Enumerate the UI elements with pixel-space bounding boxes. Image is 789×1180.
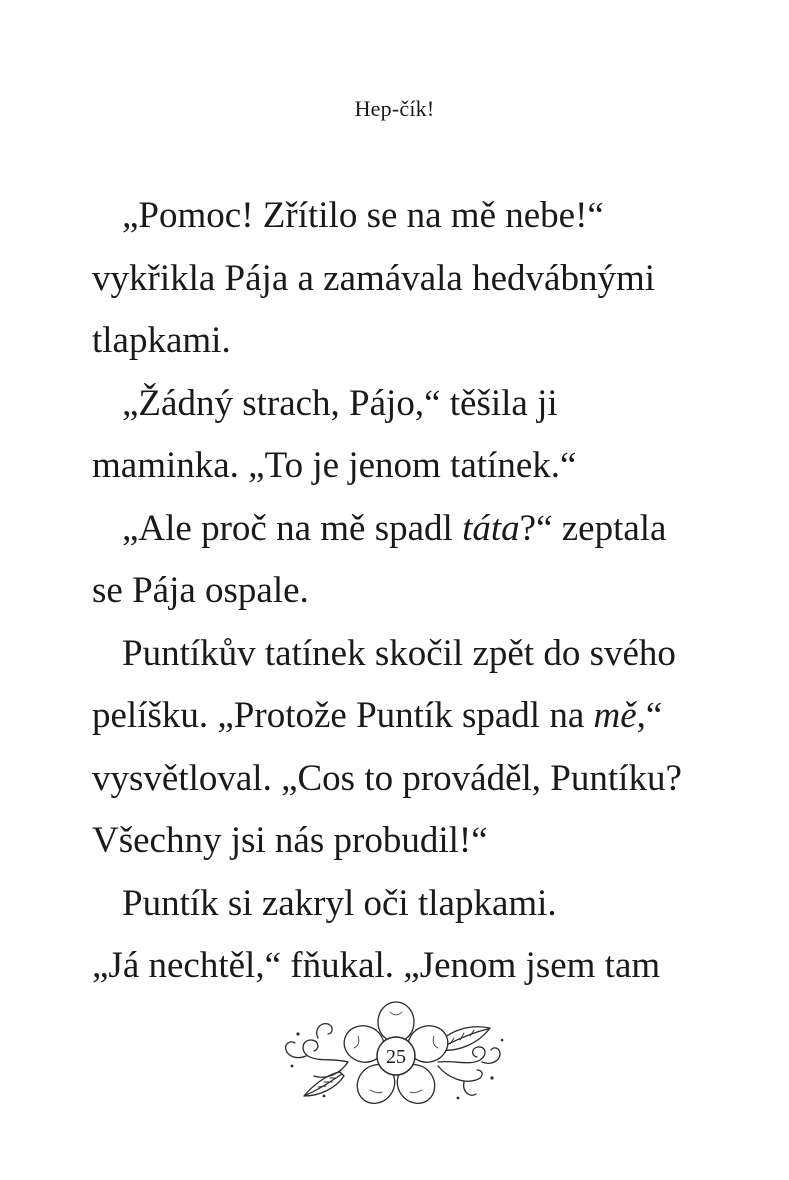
text-line: Puntík si zakryl oči tlapkami. [122, 882, 557, 924]
text-line: maminka. „To je jenom tatínek.“ [92, 445, 577, 486]
text-segment: ?“ zeptala [519, 507, 667, 549]
flower-vine-ornament-icon [278, 1000, 510, 1112]
body-text [92, 185, 732, 998]
text-segment: „Ale proč na mě spadl [122, 507, 463, 549]
text-line: „Pomoc! Zřítilo se na mě nebe!“ [122, 195, 604, 236]
text-line: tlapkami. [92, 320, 231, 361]
text-segment: pelíšku. „Protože Puntík spadl na [92, 695, 594, 736]
emphasis-word: táta [462, 507, 520, 549]
page-number: 25 [386, 1046, 406, 1068]
text-line: se Pája ospale. [92, 570, 309, 611]
text-line: Všechny jsi nás probudil!“ [92, 820, 488, 861]
text-line: „Já nechtěl,“ fňukal. „Jenom jsem tam [92, 945, 661, 986]
running-head: Hep-čík! [354, 96, 435, 121]
emphasis-word: mě [593, 695, 637, 736]
text-line [92, 685, 732, 748]
text-line: „Žádný strach, Pájo,“ těšila ji [122, 382, 558, 424]
text-line: vykřikla Pája a zamávala hedvábnými [92, 257, 656, 299]
text-line [92, 498, 732, 561]
text-line: Puntíkův tatínek skočil zpět do svého [122, 632, 676, 674]
text-segment: ,“ [636, 695, 663, 736]
text-line: vysvětloval. „Cos to prováděl, Puntíku? [92, 757, 682, 799]
